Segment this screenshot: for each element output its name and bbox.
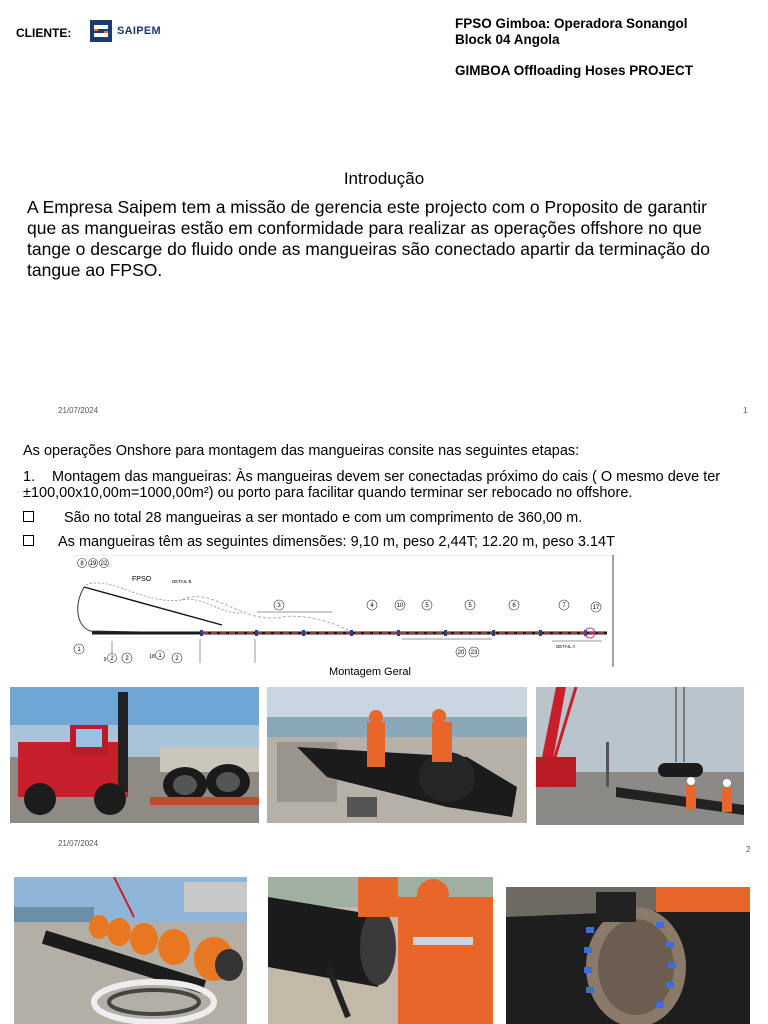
callout-2b	[172, 653, 182, 663]
callout-5	[422, 600, 432, 610]
callout-19	[89, 559, 98, 568]
intro-heading: Introdução	[343, 169, 425, 188]
svg-text:17: 17	[592, 605, 600, 611]
svg-text:5: 5	[468, 603, 472, 609]
step-1-number: 1.	[23, 469, 36, 485]
callout-6	[509, 600, 519, 610]
header-line1: FPSO Gimboa: Operadora Sonangol	[455, 16, 688, 31]
bullet-total-hoses-text: São no total 28 mangueiras a ser montado e com um comprimento de 360,00 m.	[64, 510, 583, 526]
callout-8	[78, 559, 87, 568]
svg-text:18: 18	[149, 654, 155, 660]
hose-assembly-diagram	[72, 555, 617, 667]
svg-text:19: 19	[89, 561, 97, 567]
diagram-caption: Montagem Geral	[329, 666, 411, 678]
callout-7	[559, 600, 569, 610]
fpso-label: FPSO	[132, 576, 152, 583]
saipem-logo-mark	[89, 19, 113, 43]
callout-23	[469, 647, 479, 657]
svg-text:22: 22	[100, 561, 108, 567]
callout-20	[456, 647, 466, 657]
saipem-logo	[89, 18, 165, 44]
steps-intro: As operações Onshore para montagem das mangueiras consite nas seguintes etapas:	[23, 443, 580, 459]
callout-4	[367, 600, 377, 610]
bullet-dimensions-text: As mangueiras têm as seguintes dimensões: 9,10 m, peso 2,44T; 12.20 m, peso 3.14T	[58, 534, 615, 550]
svg-text:7: 7	[562, 603, 566, 609]
svg-text:8: 8	[80, 561, 84, 567]
callout-2	[122, 653, 132, 663]
project-title: GIMBOA Offloading Hoses PROJECT	[455, 63, 694, 78]
slide2-date: 21/07/2024	[58, 839, 99, 848]
photo-crane-lifting	[536, 687, 744, 825]
step-1	[23, 469, 743, 501]
svg-text:1: 1	[158, 653, 162, 659]
detail-b-label: DETAIL B	[172, 579, 192, 584]
callout-10	[395, 600, 405, 610]
bullet-dimensions	[23, 534, 615, 550]
svg-text:10: 10	[396, 603, 404, 609]
svg-text:2: 2	[110, 656, 114, 662]
svg-text:4: 4	[370, 603, 374, 609]
bullet-total-hoses	[23, 510, 582, 526]
slide1-date: 21/07/2024	[58, 406, 99, 415]
callout-3	[274, 600, 284, 610]
svg-text:2: 2	[125, 656, 129, 662]
svg-text:5: 5	[425, 603, 429, 609]
header-line2: Block 04 Angola	[455, 32, 560, 47]
intro-paragraph: A Empresa Saipem tem a missão de gerencia este projecto com o Proposito de garantir que as mangueiras estão em conformidade para realizar as operações offshore no que tange o descarge do fluido onde as mangueiras são conectado apartir da terminação do tangue ao FPSO.	[27, 197, 710, 280]
callout-17	[591, 602, 601, 612]
svg-text:1: 1	[77, 647, 81, 653]
callout-18-1	[149, 651, 164, 661]
photo-flange-bolts	[506, 887, 750, 1024]
photo-workers-bolting	[268, 877, 493, 1024]
logo-wordmark: SAIPEM	[117, 25, 161, 37]
photo-forklift-hoses	[10, 687, 259, 823]
step-1-label: Montagem das mangueiras:	[52, 469, 232, 485]
slide2-page-number: 2	[746, 845, 751, 854]
photo-hoses-quay-chains	[14, 877, 247, 1024]
photo-workers-connecting	[267, 687, 527, 823]
svg-text:23: 23	[470, 650, 478, 656]
svg-text:2: 2	[175, 656, 179, 662]
callout-1	[74, 644, 84, 654]
checkbox-bullet-icon	[23, 535, 34, 546]
checkbox-bullet-icon	[23, 511, 34, 522]
callout-22	[100, 559, 109, 568]
svg-text:6: 6	[512, 603, 516, 609]
client-label: CLIENTE:	[16, 26, 72, 40]
detail-a-label: DETAIL A	[556, 644, 576, 649]
svg-text:9: 9	[103, 657, 107, 663]
slide1-page-number: 1	[743, 406, 748, 415]
step-1-text: Às mangueiras devem ser conectadas próximo do cais ( O mesmo deve ter ±100,00x10,00m=1000,00m²) ou porto para facilitar quando terminar ser rebocado no offshore.	[23, 469, 721, 501]
svg-text:20: 20	[457, 650, 465, 656]
callout-9-2	[104, 654, 117, 664]
callout-5b	[465, 600, 475, 610]
svg-text:3: 3	[277, 603, 281, 609]
